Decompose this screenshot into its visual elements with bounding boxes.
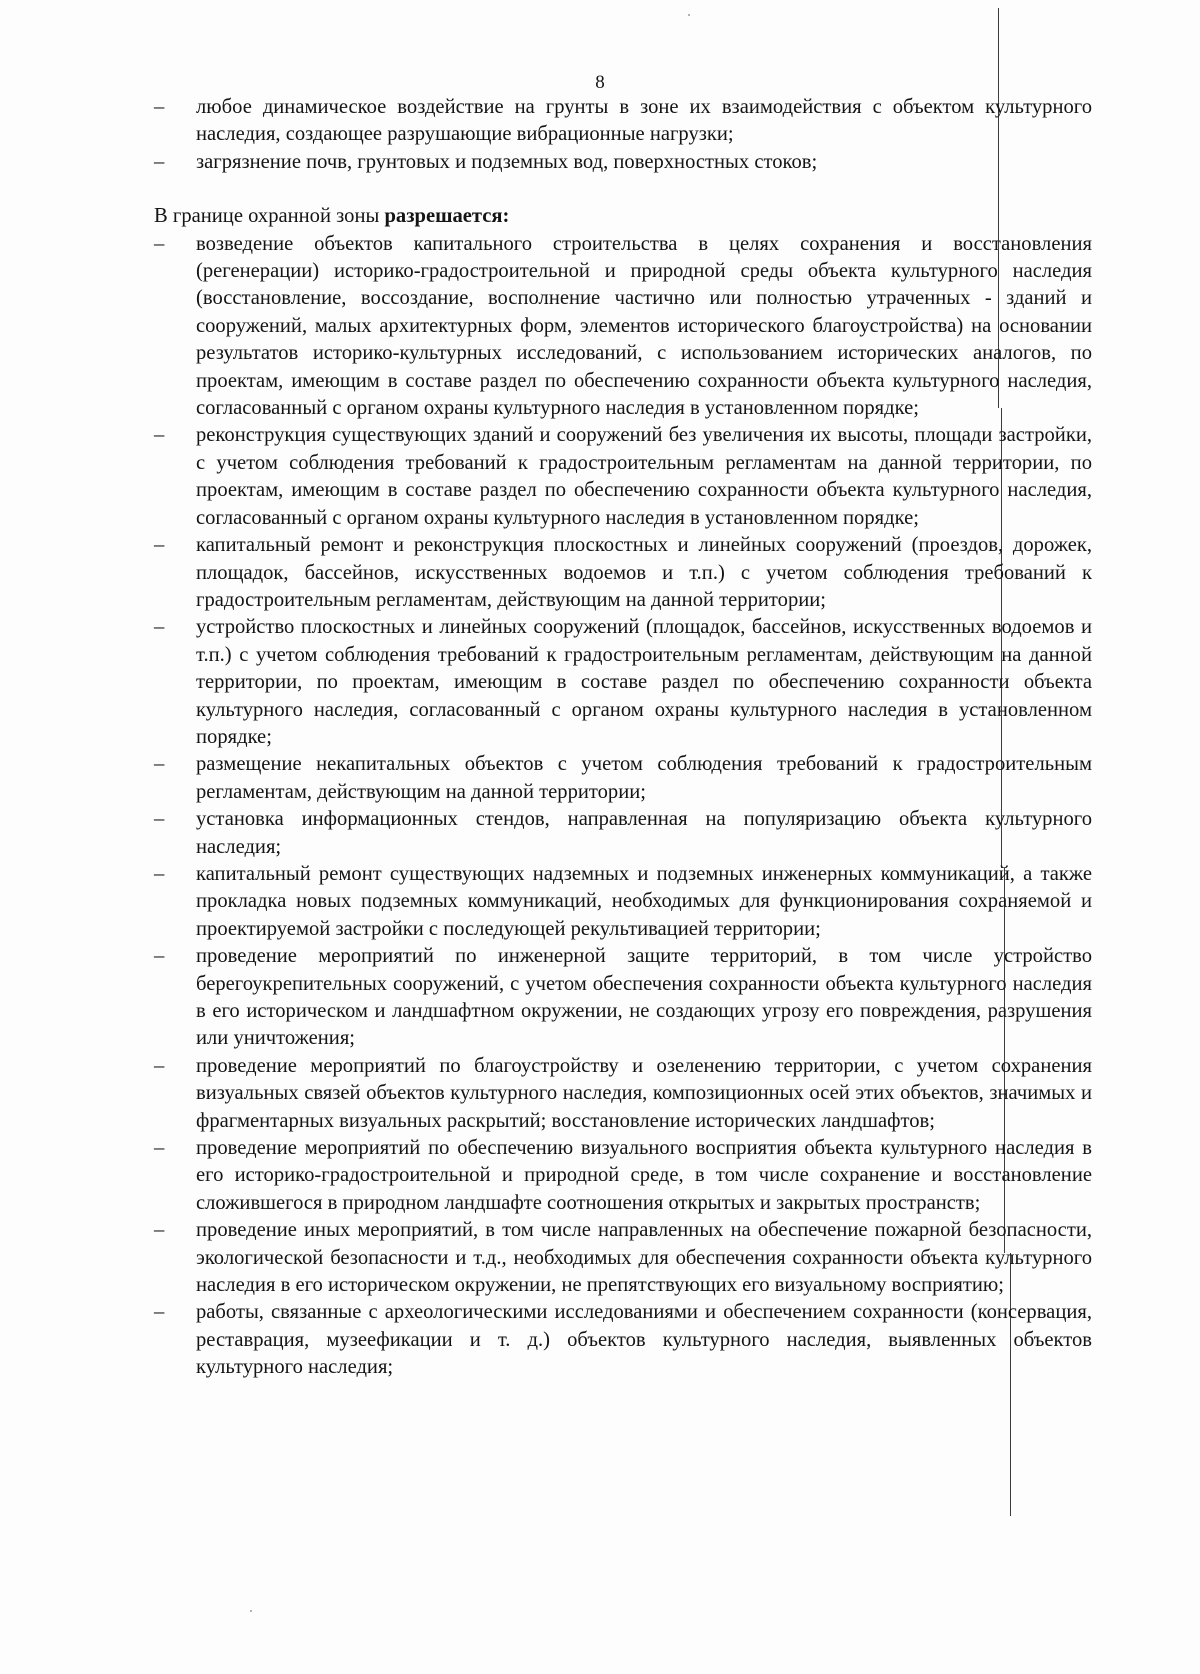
heading-bold: разрешается: <box>384 205 510 228</box>
bullet-dash: – <box>154 424 165 447</box>
allowed-items-list <box>154 231 1092 1382</box>
list-item <box>154 1053 1092 1135</box>
paragraph-gap <box>154 176 1092 203</box>
bullet-dash: – <box>154 1137 165 1160</box>
prohibited-items-list <box>154 94 1092 176</box>
list-item-text: размещение некапитальных объектов с учетом соблюдения требований к градостроительным регламентам, действующим на данной территории; <box>196 753 1092 803</box>
list-item <box>154 1135 1092 1217</box>
bullet-dash: – <box>154 753 165 776</box>
bullet-dash: – <box>154 96 165 118</box>
list-item-text: проведение мероприятий по инженерной защите территорий, в том числе устройство берегоукрепительных сооружений, с учетом обеспечения сохранности объекта культурного наследия в его историческом и ландшафтном окружении, не создающих угрозу его повреждения, разрушения или уничтожения; <box>196 945 1092 1050</box>
bullet-dash: – <box>154 862 165 885</box>
bullet-dash: – <box>154 1054 165 1077</box>
list-item-text: реконструкция существующих зданий и сооружений без увеличения их высоты, площади застройки, с учетом соблюдения требований к градостроительным регламентам на данной территории, по проектам, имеющим в составе раздел по обеспечению сохранности объекта культурного наследия, согласованный с органом охраны культурного наследия в установленном порядке; <box>196 424 1092 529</box>
list-item-text: возведение объектов капитального строительства в целях сохранения и восстановления (регенерации) историко-градостроительной и природной среды объекта культурного наследия (восстановление, воссоздание, восполнение частично или полностью утраченных - зданий и сооружений, малых архитектурных форм, элементов исторического благоустройства) на основании результатов историко-культурных исследований, с использованием исторических аналогов, по проектам, имеющим в составе раздел по обеспечению сохранности объекта культурного наследия, согласованный с органом охраны культурного наследия в установленном порядке; <box>196 232 1092 420</box>
list-item-text: проведение мероприятий по обеспечению визуального восприятия объекта культурного наследия в его историко-градостроительной и природной среде, в том числе сохранение и восстановление сложившегося в природном ландшафте соотношения открытых и закрытых пространств; <box>196 1137 1092 1214</box>
bullet-dash: – <box>154 1301 165 1324</box>
list-item <box>154 1299 1092 1381</box>
list-item <box>154 751 1092 806</box>
list-item <box>154 1217 1092 1299</box>
list-item <box>154 231 1092 423</box>
list-item <box>154 614 1092 751</box>
list-item <box>154 532 1092 614</box>
list-item-text: установка информационных стендов, направленная на популяризацию объекта культурного наследия; <box>196 808 1092 858</box>
heading-prefix: В границе охранной зоны <box>154 205 385 228</box>
list-item <box>154 943 1092 1053</box>
list-item-text: капитальный ремонт существующих надземных и подземных инженерных коммуникаций, а также прокладка новых подземных коммуникаций, необходимых для функционирования сохраняемой и проектируемой застройки с последующей рекультивацией территории; <box>196 862 1092 940</box>
list-item <box>154 94 1092 149</box>
list-item-text: капитальный ремонт и реконструкция плоскостных и линейных сооружений (проездов, дорожек, площадок, бассейнов, искусственных водоемов и т.п.) с учетом соблюдения требований к градостроительным регламентам, действующим на данной территории; <box>196 534 1092 611</box>
list-item <box>154 422 1092 532</box>
list-item-text: работы, связанные с археологическими исследованиями и обеспечением сохранности (консервация, реставрация, музеефикации и т. д.) объектов культурного наследия, выявленных объектов культурного наследия; <box>196 1301 1092 1379</box>
scan-speck <box>250 1610 252 1612</box>
bullet-dash: – <box>154 945 165 968</box>
bullet-dash: – <box>154 808 165 831</box>
list-item-text: проведение иных мероприятий, в том числе направленных на обеспечение пожарной безопасности, экологической безопасности и т.д., необходимых для обеспечения сохранности объекта культурного наследия в его историческом окружении, не препятствующих его визуальному восприятию; <box>196 1219 1092 1297</box>
bullet-dash: – <box>154 232 165 255</box>
list-item <box>154 806 1092 861</box>
section-heading <box>154 203 1092 230</box>
bullet-dash: – <box>154 534 165 557</box>
bullet-dash: – <box>154 1219 165 1242</box>
list-item-text: загрязнение почв, грунтовых и подземных вод, поверхностных стоков; <box>196 150 818 173</box>
list-item-text: устройство плоскостных и линейных сооружений (площадок, бассейнов, искусственных водоемов и т.п.) с учетом соблюдения требований к градостроительным регламентам, действующим на данной территории, по проектам, имеющим в составе раздел по обеспечению сохранности объекта культурного наследия, согласованный с органом охраны культурного наследия в установленном порядке; <box>196 616 1092 748</box>
bullet-dash: – <box>154 616 165 639</box>
scan-speck <box>688 14 690 16</box>
list-item-text: любое динамическое воздействие на грунты в зоне их взаимодействия с объектом культурного наследия, создающее разрушающие вибрационные нагрузки; <box>196 96 1092 146</box>
list-item <box>154 861 1092 943</box>
list-item-text: проведение мероприятий по благоустройству и озеленению территории, с учетом сохранения визуальных связей объектов культурного наследия, композиционных осей этих объектов, значимых и фрагментарных визуальных раскрытий; восстановление исторических ландшафтов; <box>196 1054 1092 1132</box>
bullet-dash: – <box>154 150 165 173</box>
document-body <box>154 94 1092 1382</box>
page-number: 8 <box>595 72 605 93</box>
list-item <box>154 149 1092 176</box>
